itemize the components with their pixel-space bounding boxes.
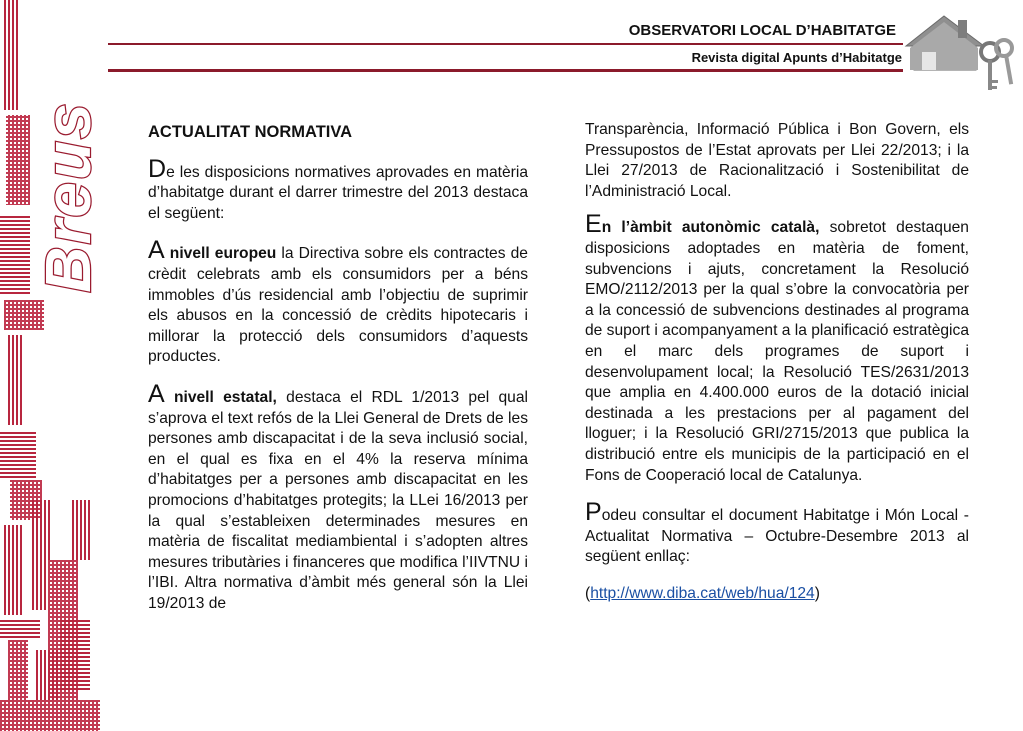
paragraph-bold-lead: n l’àmbit autonòmic català, [601,219,820,237]
section-label-breus: Breus [32,101,104,293]
left-column [148,122,528,614]
continuation-paragraph: Transparència, Informació Pública i Bon Govern, els Pressupostos de l’Estat aprovats per Llei 22/2013; i la Llei 27/2013 de Racionalització i Sostenibilitat de l’Administració Local. [585,121,969,200]
document-link[interactable]: http://www.diba.cat/web/hua/124 [590,584,815,602]
paragraph-text: odeu consultar el document Habitatge i Món Local - Actualitat Normativa – Octubre-Desembre 2013 al següent enllaç: [585,507,969,566]
paragraph-bold-lead: nivell europeu [164,245,277,263]
paragraph-text: la Directiva sobre els contractes de crèdit celebrats amb els consumidors per a béns immobles d’ús residencial amb l’objectiu de suprimir els abusos en la concessió de crèdits hipotecaris i millorar la protecció dels consumidors d’aquests productes. [148,245,528,366]
link-paren-close: ) [814,584,820,602]
link-paragraph [585,584,969,605]
drop-cap: E [585,210,602,239]
state-paragraph [148,379,528,615]
header-rule-bottom [108,69,903,72]
header-rule-top [108,43,903,45]
right-column [585,120,969,604]
section-heading: ACTUALITAT NORMATIVA [148,123,353,141]
paragraph-bold-lead: nivell estatal, [164,388,277,406]
paragraph-text: sobretot destaquen disposicions adoptades en matèria de foment, subvencions i ajuts, concretament la Resolució EMO/2112/2013 per la qual s’obre la convocatòria per a la concessió de subvencions destinades al programa de suport i acompanyament a la planificació estratègica en el marc dels programes de suport i desenvolupament local; la Resolució TES/2631/2013 que amplia en 4.400.000 euros de la dotació inicial destinada a les prestacions per al pagament del lloguer; i la Resolució GRI/2715/2013 que publica la distribució entre els municipis de la participació en el Fons de Cooperació local de Catalunya. [585,219,969,484]
european-paragraph [148,236,528,368]
intro-paragraph [148,154,528,225]
paragraph-text: e les disposicions normatives aprovades en matèria d’habitatge durant el darrer trimestre del 2013 destaca el següent: [148,163,528,222]
regional-paragraph [585,210,969,486]
header-title: OBSERVATORI LOCAL D’HABITATGE [628,22,896,39]
drop-cap: D [148,154,167,183]
drop-cap: A [148,236,165,265]
link-paren-open: ( [585,584,591,602]
header-subtitle: Revista digital Apunts d’Habitatge [691,50,902,65]
paragraph-text: destaca el RDL 1/2013 pel qual s’aprova el text refós de la Llei General de Drets de les persones amb discapacitat i de la seva inclusió social, en el qual es fixa en el 4% la reserva mínima d’habitatges per a persones amb discapacitat en les promocions d’habitatges protegits; la LLei 16/2013 per la qual s’estableixen determinades mesures en matèria de fiscalitat mediambiental i s’adopten altres mesures tributàries i financeres que modifica l’IIVTNU i l’IBI. Altra normativa d’àmbit més general són la Llei 19/2013 de [148,388,528,612]
drop-cap: P [585,498,602,527]
consult-paragraph [585,498,969,568]
house-keys-icon [900,8,1020,100]
drop-cap: A [148,379,165,408]
